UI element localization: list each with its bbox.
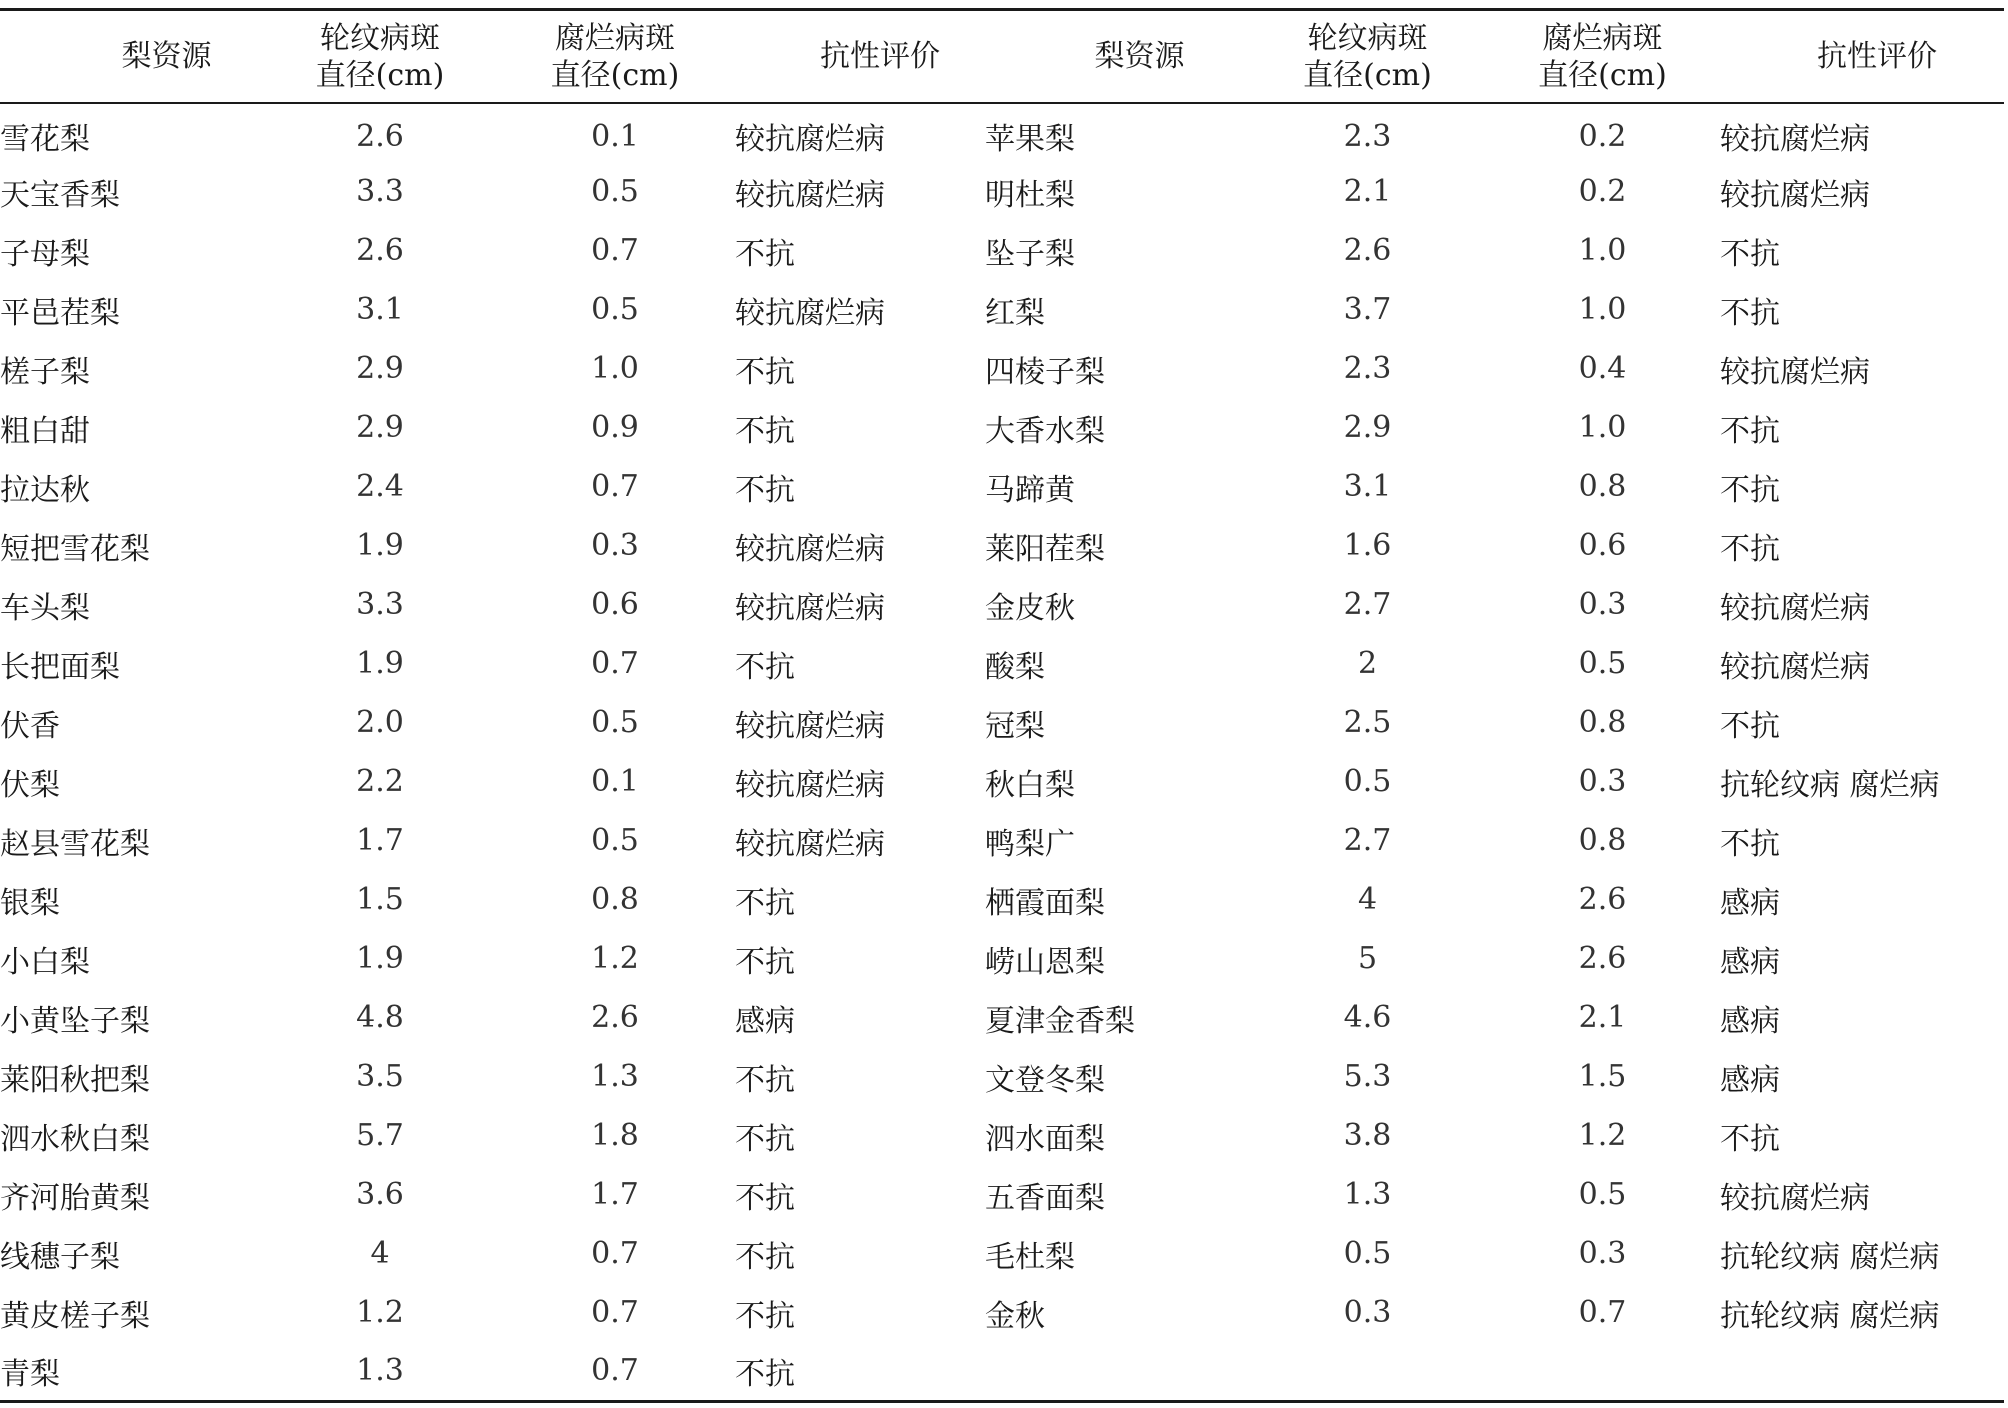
left-name: 黄皮槎子梨 [0,1298,150,1334]
left-name: 平邑茬梨 [0,295,120,331]
left-name: 赵县雪花梨 [0,826,150,862]
left-valsa-value: 1.3 [591,1059,639,1094]
left-name: 齐河胎黄梨 [0,1180,150,1216]
right-ring-rot-value: 0.3 [1343,1295,1392,1330]
right-evaluation: 较抗腐烂病 [1720,649,1870,685]
left-valsa-value: 0.9 [591,410,639,445]
right-ring-rot-value: 3.7 [1343,292,1392,327]
left-name: 伏梨 [0,767,60,803]
right-ring-rot-value: 5 [1357,941,1378,976]
left-evaluation: 较抗腐烂病 [735,826,885,862]
table-row [0,1106,2004,1165]
right-ring-rot-value: 2.6 [1343,233,1392,268]
left-name: 短把雪花梨 [0,531,150,567]
right-name: 泗水面梨 [985,1121,1105,1157]
right-name: 崂山恩梨 [985,944,1105,980]
right-valsa-value: 0.3 [1578,764,1627,799]
right-name: 金秋 [985,1298,1045,1334]
right-evaluation: 抗轮纹病 腐烂病 [1720,1239,1940,1275]
left-valsa-value: 0.1 [591,764,639,799]
right-ring-rot-value: 0.5 [1343,764,1392,799]
left-name: 莱阳秋把梨 [0,1062,150,1098]
right-name: 金皮秋 [985,590,1075,626]
right-ring-rot-value: 2.5 [1343,705,1392,740]
table-row [0,1342,2004,1401]
right-ring-rot-value: 2.7 [1343,587,1392,622]
table-row [0,575,2004,634]
right-evaluation: 较抗腐烂病 [1720,1180,1870,1216]
right-ring-rot-value: 2.3 [1343,118,1392,154]
table-row [0,162,2004,221]
right-evaluation: 不抗 [1720,236,1780,272]
left-name: 车头梨 [0,590,90,626]
right-name: 夏津金香梨 [985,1003,1135,1039]
header-evaluation-left: 抗性评价 [820,39,940,74]
right-evaluation: 较抗腐烂病 [1720,177,1870,213]
left-name: 粗白甜 [0,413,90,449]
left-valsa-value: 0.7 [591,646,639,681]
left-valsa-value: 0.7 [591,469,639,504]
left-ring-rot-value: 1.9 [356,528,404,563]
right-valsa-value: 2.6 [1578,882,1627,917]
header-name-left: 梨资源 [121,39,212,74]
right-evaluation: 较抗腐烂病 [1720,590,1870,626]
header-valsa-right [1485,10,1720,104]
left-valsa-value: 2.6 [591,1000,639,1035]
left-valsa-value: 0.5 [591,705,639,740]
left-valsa-value: 1.0 [591,351,639,386]
left-name: 伏香 [0,708,60,744]
left-valsa-value: 0.7 [591,1353,639,1389]
right-name: 冠梨 [985,708,1045,744]
right-name: 莱阳茬梨 [985,531,1105,567]
right-evaluation: 不抗 [1720,472,1780,508]
right-name: 栖霞面梨 [985,885,1105,921]
left-name: 小白梨 [0,944,90,980]
table-row [0,752,2004,811]
table-row [0,1165,2004,1224]
left-valsa-value: 0.7 [591,233,639,268]
left-valsa-value: 0.3 [591,528,639,563]
table-row [0,280,2004,339]
header-evaluation-right: 抗性评价 [1817,39,1937,74]
right-ring-rot-value: 0.5 [1343,1236,1392,1271]
header-ring-rot-line2: 直径(cm) [1303,57,1432,93]
table-body [0,103,2004,1401]
left-name: 泗水秋白梨 [0,1121,150,1157]
right-name: 鸭梨广 [985,826,1075,862]
right-valsa-value: 0.8 [1578,823,1627,858]
right-ring-rot-value: 4.6 [1343,1000,1392,1035]
right-valsa-value: 1.0 [1578,233,1627,268]
header-ring-rot-right [1250,10,1485,104]
right-valsa-value: 0.5 [1578,1177,1627,1212]
right-name: 明杜梨 [985,177,1075,213]
left-ring-rot-value: 5.7 [356,1118,404,1153]
table-row [0,1283,2004,1342]
header-ring-rot-line2: 直径(cm) [315,57,445,93]
right-ring-rot-value: 3.8 [1343,1118,1392,1153]
left-evaluation: 较抗腐烂病 [735,590,885,626]
left-evaluation: 较抗腐烂病 [735,295,885,331]
left-ring-rot-value: 2.2 [356,764,404,799]
left-evaluation: 较抗腐烂病 [735,122,885,157]
left-valsa-value: 1.7 [591,1177,639,1212]
left-ring-rot-value: 2.4 [356,469,404,504]
right-valsa-value: 0.4 [1578,351,1627,386]
right-name: 四棱子梨 [985,354,1105,390]
left-name: 雪花梨 [0,122,90,157]
left-evaluation: 不抗 [735,1062,795,1098]
header-valsa-line1: 腐烂病斑 [1542,20,1663,56]
right-valsa-value: 1.0 [1578,292,1627,327]
right-evaluation: 抗轮纹病 腐烂病 [1720,1298,1940,1334]
left-evaluation: 不抗 [735,1121,795,1157]
right-name: 马蹄黄 [985,472,1075,508]
pear-resistance-table [0,8,2004,1403]
right-name: 秋白梨 [985,767,1075,803]
right-valsa-value: 0.2 [1578,174,1627,209]
left-valsa-value: 0.7 [591,1295,639,1330]
left-evaluation: 不抗 [735,1298,795,1334]
header-name-right: 梨资源 [1094,39,1185,74]
table-row [0,398,2004,457]
right-ring-rot-value: 2.9 [1343,410,1392,445]
right-ring-rot-value: 2.3 [1343,351,1392,386]
left-evaluation: 不抗 [735,1239,795,1275]
right-name: 坠子梨 [985,236,1075,272]
right-valsa-value: 0.8 [1578,469,1627,504]
right-name: 五香面梨 [985,1180,1105,1216]
right-name: 苹果梨 [985,122,1075,157]
left-evaluation: 较抗腐烂病 [735,177,885,213]
right-evaluation-empty [1720,1342,2004,1401]
table-row [0,634,2004,693]
left-ring-rot-value: 2.9 [356,351,404,386]
header-valsa-line1: 腐烂病斑 [555,20,675,56]
left-ring-rot-value: 2.0 [356,705,404,740]
left-evaluation: 不抗 [735,236,795,272]
right-valsa-value: 1.5 [1578,1059,1627,1094]
right-valsa-value: 0.5 [1578,646,1627,681]
right-ring-rot-value: 1.3 [1343,1177,1392,1212]
right-name: 毛杜梨 [985,1239,1075,1275]
left-ring-rot-value: 1.9 [356,941,404,976]
left-name: 青梨 [0,1356,60,1392]
left-ring-rot-value: 2.6 [356,118,404,154]
header-valsa-left [495,10,735,104]
left-valsa-value: 1.2 [591,941,639,976]
left-ring-rot-value: 1.5 [356,882,404,917]
left-ring-rot-value: 2.9 [356,410,404,445]
right-ring-rot-value: 2.7 [1343,823,1392,858]
left-evaluation: 感病 [735,1003,795,1039]
right-evaluation: 不抗 [1720,1121,1780,1157]
right-valsa-empty [1485,1342,1720,1401]
right-name: 文登冬梨 [985,1062,1105,1098]
right-evaluation: 较抗腐烂病 [1720,122,1870,157]
left-ring-rot-value: 3.6 [356,1177,404,1212]
left-evaluation: 不抗 [735,472,795,508]
left-name: 拉达秋 [0,472,90,508]
left-ring-rot-value: 1.7 [356,823,404,858]
header-ring-rot-line1: 轮纹病斑 [1307,20,1428,56]
left-name: 槎子梨 [0,354,90,390]
right-valsa-value: 0.3 [1578,587,1627,622]
right-valsa-value: 0.6 [1578,528,1627,563]
right-valsa-value: 2.6 [1578,941,1627,976]
left-evaluation: 不抗 [735,413,795,449]
table-row [0,339,2004,398]
right-evaluation: 感病 [1720,1003,1780,1039]
table-row [0,929,2004,988]
table-row [0,1047,2004,1106]
right-ring-rot-value: 1.6 [1343,528,1392,563]
left-evaluation: 较抗腐烂病 [735,767,885,803]
table-row [0,988,2004,1047]
table-header-row [0,10,2004,104]
left-ring-rot-value: 3.5 [356,1059,404,1094]
left-evaluation: 不抗 [735,944,795,980]
table-row [0,457,2004,516]
left-name: 子母梨 [0,236,90,272]
left-valsa-value: 0.5 [591,292,639,327]
right-evaluation: 不抗 [1720,413,1780,449]
table-row [0,221,2004,280]
header-ring-rot-left [265,10,495,104]
right-evaluation: 不抗 [1720,531,1780,567]
left-valsa-value: 0.1 [591,118,639,154]
left-ring-rot-value: 4.8 [356,1000,404,1035]
left-name: 长把面梨 [0,649,120,685]
right-evaluation: 不抗 [1720,295,1780,331]
left-name: 银梨 [0,885,60,921]
right-evaluation: 感病 [1720,944,1780,980]
left-evaluation: 不抗 [735,649,795,685]
header-ring-rot-line1: 轮纹病斑 [320,20,440,56]
right-evaluation: 不抗 [1720,708,1780,744]
right-valsa-value: 0.2 [1578,118,1627,154]
right-evaluation: 感病 [1720,1062,1780,1098]
right-evaluation: 不抗 [1720,826,1780,862]
right-valsa-value: 2.1 [1578,1000,1627,1035]
left-evaluation: 不抗 [735,1180,795,1216]
right-evaluation: 较抗腐烂病 [1720,354,1870,390]
right-ring-rot-value: 5.3 [1343,1059,1392,1094]
right-valsa-value: 0.7 [1578,1295,1627,1330]
table-row [0,693,2004,752]
left-evaluation: 不抗 [735,354,795,390]
table-row [0,516,2004,575]
table-row [0,103,2004,162]
left-valsa-value: 1.8 [591,1118,639,1153]
left-name: 线穗子梨 [0,1239,120,1275]
left-ring-rot-value: 1.9 [356,646,404,681]
table-row [0,811,2004,870]
left-ring-rot-value: 3.3 [356,587,404,622]
right-evaluation: 抗轮纹病 腐烂病 [1720,767,1940,803]
table-row [0,870,2004,929]
left-name: 小黄坠子梨 [0,1003,150,1039]
left-ring-rot-value: 1.3 [356,1353,404,1389]
left-evaluation: 较抗腐烂病 [735,531,885,567]
left-valsa-value: 0.6 [591,587,639,622]
left-valsa-value: 0.5 [591,174,639,209]
left-ring-rot-value: 1.2 [356,1295,404,1330]
right-valsa-value: 0.3 [1578,1236,1627,1271]
right-name: 酸梨 [985,649,1045,685]
right-name: 大香水梨 [985,413,1105,449]
right-ring-rot-empty [1250,1342,1485,1401]
left-valsa-value: 0.7 [591,1236,639,1271]
left-evaluation: 不抗 [735,1356,795,1392]
right-name-empty [985,1342,1250,1401]
right-valsa-value: 1.2 [1578,1118,1627,1153]
left-ring-rot-value: 4 [370,1236,390,1271]
left-valsa-value: 0.8 [591,882,639,917]
left-ring-rot-value: 3.3 [356,174,404,209]
right-valsa-value: 0.8 [1578,705,1627,740]
right-evaluation: 感病 [1720,885,1780,921]
right-ring-rot-value: 3.1 [1343,469,1392,504]
left-ring-rot-value: 3.1 [356,292,404,327]
right-valsa-value: 1.0 [1578,410,1627,445]
left-ring-rot-value: 2.6 [356,233,404,268]
header-valsa-line2: 直径(cm) [1538,57,1667,93]
left-evaluation: 不抗 [735,885,795,921]
right-ring-rot-value: 2.1 [1343,174,1392,209]
header-valsa-line2: 直径(cm) [550,57,680,93]
left-evaluation: 较抗腐烂病 [735,708,885,744]
table-row [0,1224,2004,1283]
left-name: 天宝香梨 [0,177,120,213]
right-ring-rot-value: 2 [1357,646,1378,681]
left-valsa-value: 0.5 [591,823,639,858]
right-ring-rot-value: 4 [1357,882,1378,917]
right-name: 红梨 [985,295,1045,331]
